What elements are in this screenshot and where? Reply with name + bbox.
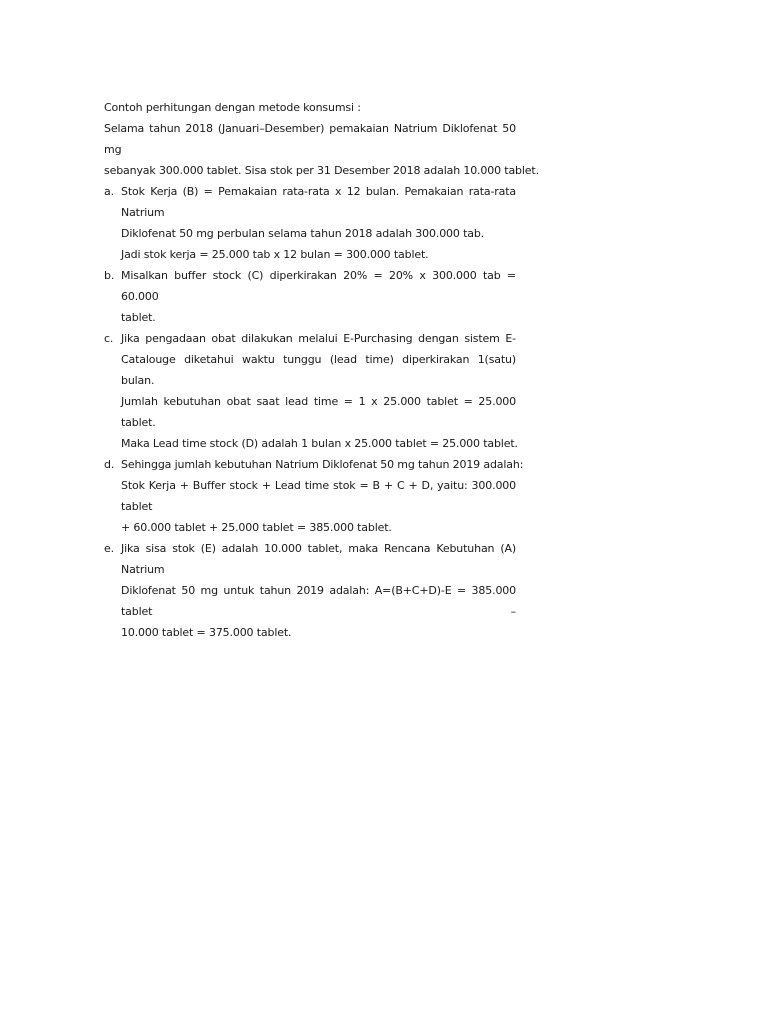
item-e-line-1: Jika sisa stok (E) adalah 10.000 tablet, maka Rencana Kebutuhan (A) Natrium bbox=[121, 542, 516, 576]
item-a-line-2: Diklofenat 50 mg perbulan selama tahun 2018 adalah 300.000 tab. bbox=[121, 227, 485, 240]
list-marker: c. bbox=[104, 332, 114, 345]
item-b-line-1: Misalkan buffer stock (C) diperkirakan 20% = 20% x 300.000 tab = 60.000 bbox=[121, 269, 516, 303]
list-marker: a. bbox=[104, 185, 114, 198]
item-c-line-2: Catalouge diketahui waktu tunggu (lead time) diperkirakan 1(satu) bulan. bbox=[121, 353, 516, 387]
document-body bbox=[104, 97, 539, 643]
list-item-d bbox=[104, 454, 524, 538]
item-c-line-4: Maka Lead time stock (D) adalah 1 bulan x 25.000 tablet = 25.000 tablet. bbox=[121, 437, 518, 450]
document-heading: Contoh perhitungan dengan metode konsumsi : bbox=[104, 101, 361, 114]
list-item-a bbox=[104, 181, 516, 265]
list-marker: b. bbox=[104, 269, 115, 282]
intro-line-2: sebanyak 300.000 tablet. Sisa stok per 31 Desember 2018 adalah 10.000 tablet. bbox=[104, 164, 539, 177]
list-item-b bbox=[104, 265, 516, 328]
item-d-line-1: Sehingga jumlah kebutuhan Natrium Diklofenat 50 mg tahun 2019 adalah: bbox=[121, 458, 524, 471]
item-c-line-1: Jika pengadaan obat dilakukan melalui E-Purchasing dengan sistem E- bbox=[121, 332, 516, 345]
item-c-line-3: Jumlah kebutuhan obat saat lead time = 1 x 25.000 tablet = 25.000 tablet. bbox=[121, 395, 516, 429]
item-a-line-3: Jadi stok kerja = 25.000 tab x 12 bulan = 300.000 tablet. bbox=[121, 248, 429, 261]
intro-line-1: Selama tahun 2018 (Januari–Desember) pemakaian Natrium Diklofenat 50 mg bbox=[104, 122, 516, 156]
list-marker: d. bbox=[104, 458, 115, 471]
item-e-line-2: Diklofenat 50 mg untuk tahun 2019 adalah: A=(B+C+D)-E = 385.000 tablet – bbox=[121, 584, 516, 618]
item-a-line-1: Stok Kerja (B) = Pemakaian rata-rata x 12 bulan. Pemakaian rata-rata Natrium bbox=[121, 185, 516, 219]
list-item-e bbox=[104, 538, 516, 643]
item-d-line-3: + 60.000 tablet + 25.000 tablet = 385.000 tablet. bbox=[121, 521, 392, 534]
item-d-line-2: Stok Kerja + Buffer stock + Lead time stok = B + C + D, yaitu: 300.000 tablet bbox=[121, 479, 516, 513]
item-b-line-2: tablet. bbox=[121, 311, 156, 324]
item-e-line-3: 10.000 tablet = 375.000 tablet. bbox=[121, 626, 292, 639]
list-item-c bbox=[104, 328, 516, 454]
list-marker: e. bbox=[104, 542, 114, 555]
